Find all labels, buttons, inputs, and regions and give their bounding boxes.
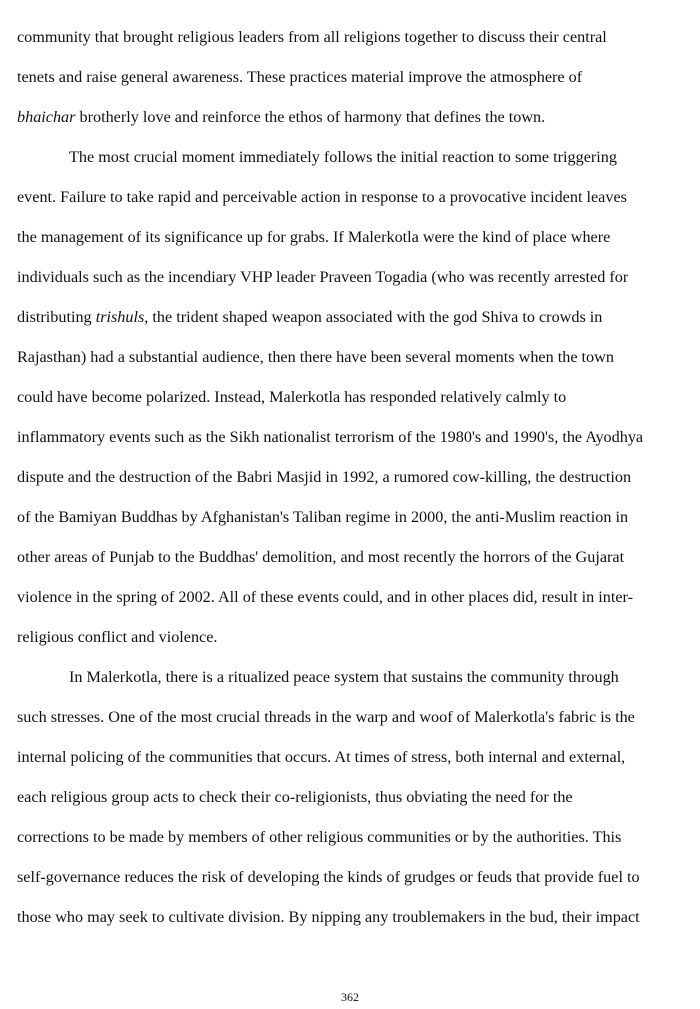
text-line: inflammatory events such as the Sikh nationalist terrorism of the 1980's and 1990's, the Ayodhya (17, 428, 644, 446)
text-line: such stresses. One of the most crucial threads in the warp and woof of Malerkotla's fabric is the (17, 708, 635, 726)
text-span: brotherly love and reinforce the ethos of harmony that defines the town. (75, 108, 546, 126)
page-number: 362 (341, 990, 359, 1004)
text-span: distributing (17, 308, 96, 326)
paragraph-first-line: The most crucial moment immediately follows the initial reaction to some triggering (69, 148, 617, 166)
text-line: of the Bamiyan Buddhas by Afghanistan's Taliban regime in 2000, the anti-Muslim reaction in (17, 508, 629, 526)
text-line: community that brought religious leaders from all religions together to discuss their central (17, 28, 607, 46)
text-span: , the trident shaped weapon associated with the god Shiva to crowds in (144, 308, 603, 326)
text-line (17, 107, 545, 127)
text-line (17, 307, 602, 327)
paragraph-first-line: In Malerkotla, there is a ritualized peace system that sustains the community through (69, 668, 619, 686)
text-line: Rajasthan) had a substantial audience, then there have been several moments when the town (17, 348, 614, 366)
text-line: corrections to be made by members of other religious communities or by the authorities. This (17, 828, 622, 846)
text-line: dispute and the destruction of the Babri Masjid in 1992, a rumored cow-killing, the destruction (17, 468, 632, 486)
text-line: tenets and raise general awareness. These practices material improve the atmosphere of (17, 68, 583, 86)
text-line: the management of its significance up for grabs. If Malerkotla were the kind of place where (17, 228, 611, 246)
text-line: those who may seek to cultivate division. By nipping any troublemakers in the bud, their impact (17, 908, 640, 926)
text-line: other areas of Punjab to the Buddhas' demolition, and most recently the horrors of the Gujarat (17, 548, 625, 566)
italic-term: bhaichar (17, 108, 76, 126)
text-line: each religious group acts to check their co-religionists, thus obviating the need for the (17, 788, 573, 806)
text-line: event. Failure to take rapid and perceivable action in response to a provocative incident leaves (17, 188, 627, 206)
text-line: internal policing of the communities that occurs. At times of stress, both internal and external, (17, 748, 626, 766)
text-line: could have become polarized. Instead, Malerkotla has responded relatively calmly to (17, 388, 567, 406)
italic-term: trishuls (95, 308, 145, 326)
text-line: self-governance reduces the risk of developing the kinds of grudges or feuds that provide fuel to (17, 868, 640, 886)
text-line: religious conflict and violence. (17, 628, 218, 646)
text-line: violence in the spring of 2002. All of these events could, and in other places did, result in inter- (17, 588, 634, 606)
text-line: individuals such as the incendiary VHP leader Praveen Togadia (who was recently arrested for (17, 268, 629, 286)
